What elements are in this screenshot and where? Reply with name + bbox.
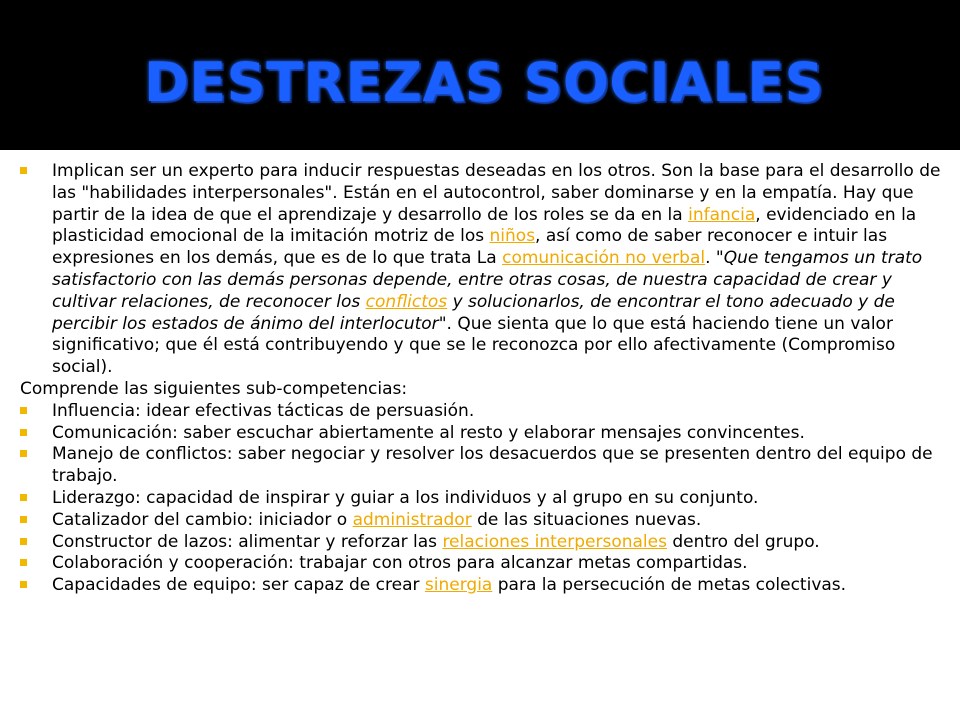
intro-text: ". Que sienta que lo que está haciendo tiene un valor significativo; que él está contribuyendo y que se le reconozca por ello afectivamente (Compromiso social).: [52, 313, 896, 378]
item-text: Manejo de conflictos: saber negociar y resolver los desacuerdos que se presenten dentro del equipo de trabajo.: [52, 444, 933, 487]
list-item-influencia: [20, 401, 955, 423]
list-item-comunicacion: [20, 423, 955, 445]
subheading: Comprende las siguientes sub-competencias:: [20, 378, 408, 399]
link-comunicacion-no-verbal[interactable]: comunicación no verbal: [502, 248, 706, 269]
intro-quote: y solucionarlos, de encontrar el tono adecuado y de percibir los estados de ánimo del interlocutor: [52, 291, 895, 334]
item-text: Colaboración y cooperación: trabajar con otros para alcanzar metas compartidas.: [52, 553, 748, 574]
link-sinergia[interactable]: sinergia: [424, 575, 493, 596]
slide-body: [20, 161, 955, 597]
item-text: Capacidades de equipo: ser capaz de crear: [52, 575, 425, 596]
square-bullet-icon: [20, 559, 27, 566]
square-bullet-icon: [20, 538, 27, 545]
intro-quote: Que tengamos un trato satisfactorio con las demás personas depende, entre otras cosas, de nuestra capacidad de crear y cultivar relaciones, de reconocer los: [52, 248, 923, 312]
intro-text: , así como de saber reconocer e intuir las expresiones en los demás, que es de lo que trata La: [52, 226, 888, 269]
list-item-equipo: [20, 575, 955, 597]
square-bullet-icon: [20, 167, 27, 174]
title-band: [0, 0, 960, 150]
square-bullet-icon: [20, 450, 27, 457]
link-infancia[interactable]: infancia: [688, 204, 756, 225]
item-text: Constructor de lazos: alimentar y reforzar las: [52, 531, 443, 552]
item-text: para la persecución de metas colectivas.: [492, 575, 847, 596]
list-item-manejo-conflictos: [20, 444, 955, 488]
square-bullet-icon: [20, 516, 27, 523]
link-relaciones-interpersonales[interactable]: relaciones interpersonales: [442, 531, 667, 552]
item-text: dentro del grupo.: [666, 531, 820, 552]
link-ninos[interactable]: niños: [489, 226, 536, 247]
intro-text: , evidenciado en la plasticidad emocional de la imitación motriz de los: [52, 204, 917, 247]
list-item-catalizador: [20, 510, 955, 532]
item-text: Liderazgo: capacidad de inspirar y guiar a los individuos y al grupo en su conjunto.: [52, 487, 759, 508]
item-text: Comunicación: saber escuchar abiertamente al resto y elaborar mensajes convincentes.: [52, 422, 805, 443]
list-item-constructor: [20, 532, 955, 554]
square-bullet-icon: [20, 407, 27, 414]
intro-text: Implican ser un experto para inducir respuestas deseadas en los otros. Son la base para el desarrollo de las "habilidades interpersonales". Están en el autocontrol, saber dominarse y en la empatía. Hay que partir de la idea de que el aprendizaje y desarrollo de los roles se da en la: [52, 161, 941, 225]
list-item-colaboracion: [20, 553, 955, 575]
slide-title: DESTREZAS SOCIALES: [143, 51, 825, 114]
link-conflictos[interactable]: conflictos: [365, 291, 448, 312]
item-text: Catalizador del cambio: iniciador o: [52, 509, 353, 530]
item-text: Influencia: idear efectivas tácticas de persuasión.: [52, 400, 475, 421]
link-administrador[interactable]: administrador: [352, 509, 472, 530]
square-bullet-icon: [20, 494, 27, 501]
item-text: de las situaciones nuevas.: [471, 509, 702, 530]
square-bullet-icon: [20, 429, 27, 436]
intro-bullet: [20, 161, 955, 379]
square-bullet-icon: [20, 581, 27, 588]
intro-text: . ": [705, 248, 724, 269]
list-item-liderazgo: [20, 488, 955, 510]
